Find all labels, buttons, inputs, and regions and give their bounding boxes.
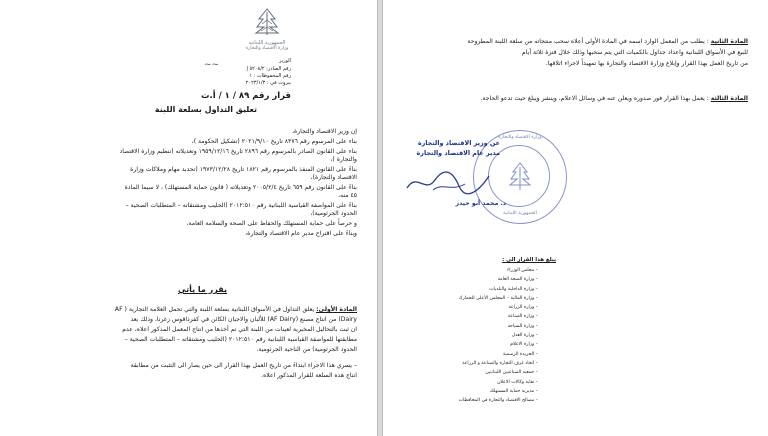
distribution-item: – وزارة المالية – المجلس الأعلى للجمارك (458, 295, 538, 301)
distribution-item: – وزارة الاعلام (510, 342, 538, 348)
article-one-label: المادة الأولى: (316, 306, 357, 313)
article-two-line: من تاريخ العمل بهذا القرار وإبلاغ وزارة الاقتصاد والتجارة بها تمهيداً لاجراء اتلافها. (545, 60, 748, 67)
handwritten-mark: ~~ (204, 60, 220, 70)
preamble-line: بناء على المرسوم رقم ٨٣٧٦ تاريخ ٢٠٢١/٩/١٠ (تشكيل الحكومة )، (191, 138, 357, 145)
article-three-text: : يعمل بهذا القرار فور صدوره ويعلن عنه في وسائل الاعلام، وينشر ويبلغ حيث تدعو الحاجة. (480, 95, 709, 102)
republic-name: الجمهورية اللبنانية (248, 40, 286, 46)
cedar-tree-logo (254, 8, 280, 36)
signature-line-2: مدير عام الاقتصاد والتجارة (416, 149, 500, 157)
article-one-line: يعلق التداول في الأسواق اللبنانية بسلعة اللبنة والتي تحمل العلامة التجارية ( AF (114, 306, 315, 313)
article-two-line: للبيع في الأسواق اللبنانية واعداد جداول بالكميات التي يتم سحبها وذلك خلال فترة ثلاثة أيام (522, 49, 748, 56)
distribution-item: – وزارة الصحة العامة (497, 277, 538, 283)
preamble-line: بناء على القانون الصادر بالمرسوم رقم ٢٨٩٦ تاريخ ١٩٥٩/١٢/١٦ وتعديلاته (تنظيم وزارة الاقتصاد (119, 148, 357, 155)
preamble-line: بناءً على القانون رقم ٦٥٩ تاريخ ٢٠٠٥/٢/٤ وتعديلاته ( قانون حماية المستهلك) ، لا سيما المادة (124, 184, 357, 191)
signatory-name: د. محمد أبو حيدر (455, 200, 506, 207)
distribution-item: – وزارة الزراعة (508, 305, 538, 311)
preamble-line: والتجارة )، (330, 156, 357, 163)
decision-subject: تعليق التداول بسلعة اللبنة (154, 105, 257, 114)
preamble (17, 128, 357, 238)
decision-number: قرار رقم ٨٩ / ١ / أ.ت (200, 91, 291, 101)
article-three-label: المادة الثالثة (710, 95, 748, 102)
archive-number: رقم المحفوظات : ١ (249, 73, 291, 79)
decides-heading: يقرر ما يأتي (178, 285, 227, 294)
distribution-item: – جمعية الصناعيين اللبنانيين (485, 370, 538, 376)
ministry-name: وزارة الاقتصاد والتجارة (245, 46, 289, 51)
seal-bottom-text: الجمهورية اللبنانية (503, 211, 537, 216)
distribution-item: – وزارة الداخلية والبلديات (489, 286, 538, 292)
distribution-item: – مديرية حماية المستهلك (489, 388, 538, 394)
distribution-heading: يبلغ هذا القرار الى : (502, 257, 556, 263)
distribution-item: – مصالح الاقتصاد والتجارة في المحافظات (458, 398, 538, 404)
preamble-line: الاقتصاد والتجارة)، (310, 174, 357, 181)
minister-label: الوزير (278, 58, 291, 64)
signature-block (390, 138, 500, 158)
outgoing-number: رقم الصادر: ٥٢٠٨/٢ إ (246, 66, 291, 72)
document-page-left (0, 0, 378, 436)
preamble-line: إن وزير الاقتصاد والتجارة، (292, 128, 357, 135)
distribution-list (396, 256, 556, 405)
letterhead (245, 8, 289, 52)
article-one (12, 306, 357, 380)
signature-line-1: عن وزير الاقتصاد والتجارة (417, 139, 500, 147)
article-one-line: Dairy) من انتاج مصنع (AF Dairy) للألبان والاجبان الكائن في كفرذاقوس زغرتا، وذلك بعد (130, 316, 357, 323)
seal-cedar-icon (507, 161, 533, 191)
article-one-line: انتاج هذه السلعة للقرار المذكور اعلاه. (261, 372, 357, 379)
preamble-line: و حرصاً على حماية المستهلك والحفاظ على الصحة والسلامة العامة، (186, 220, 357, 227)
article-two-label: المادة الثانية (710, 38, 748, 45)
preamble-line: الحدود الجرثومية)، (310, 210, 357, 217)
document-page-right (382, 0, 768, 436)
distribution-item: – مجلس الوزراء (507, 268, 538, 273)
distribution-item: – نقابة وكالات الاعلان (497, 379, 538, 385)
handwritten-signature (403, 168, 493, 198)
preamble-line: وبناءً على اقتراح مدير عام الاقتصاد والتجارة، (245, 230, 357, 237)
article-one-line: الحدود الجرثومية) من الناحية الجرثومية. (256, 346, 357, 353)
article-one-line: مطابقتها للمواصفة القياسية اللبنانية رقم ٢٠١٢:٥١٠ (الحليب ومشتقاته – المتطلبات الصحية – (124, 336, 357, 343)
article-one-line: – يسري هذا الاجراء ابتداءً من تاريخ العمل بهذا القرار الى حين يصار الى التثبت من مطابقة (130, 362, 357, 369)
issue-date: بيروت في : ٢٠٢٣/١/٣ (245, 80, 291, 86)
distribution-item: – وزارة السياحة (507, 323, 538, 329)
article-three (398, 95, 748, 103)
preamble-line: ٤٥ منه، (338, 192, 357, 199)
article-two (398, 38, 748, 68)
preamble-line: بناءً على المواصفة القياسية اللبنانية رقم ٢٠١٢:٥١٠ (الحليب ومشتقاته – المتطلبات الصحية – (125, 202, 357, 209)
distribution-item: – الجريدة الرسمية (502, 351, 538, 357)
article-one-line: ان ثبت بالتحاليل المخبرية لعينات من اللبنة التي تم أخذها من انتاج المعمل المذكور اعلاه، عدم (122, 326, 357, 333)
distribution-item: – اتحاد غرف التجارة والصناعة و الزراعة (462, 360, 538, 366)
distribution-item: – وزارة الصناعة (507, 314, 538, 320)
preamble-line: بناءً على القانون المنفذ بالمرسوم رقم ١٨٢١ تاريخ ١٩٧٣/١٢/٢٨ (تحديد مهام وملاكات وزارة (130, 166, 357, 173)
article-two-line: : يطلب من المعمل الوارد اسمه في المادة الأولى أعلاه سحب منتجاته من سلعة اللبنة المطروحة (467, 38, 709, 45)
distribution-item: – وزارة العدل (511, 333, 538, 339)
seal-top-text: وزارة الاقتصاد والتجارة (498, 135, 542, 140)
